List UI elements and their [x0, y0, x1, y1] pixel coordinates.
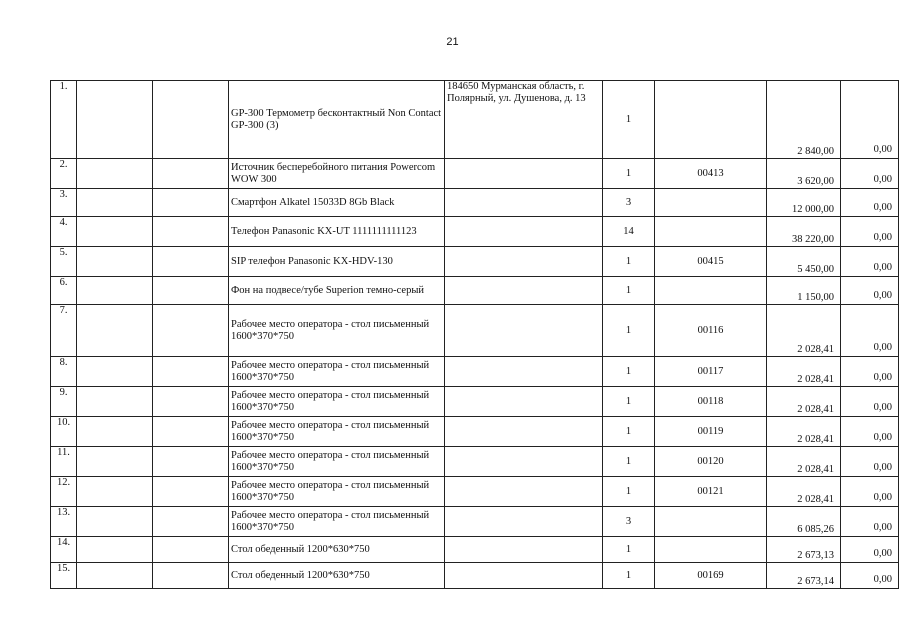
empty-cell	[153, 81, 229, 159]
item-quantity: 1	[603, 305, 655, 357]
empty-cell	[153, 417, 229, 447]
empty-cell	[153, 305, 229, 357]
item-address	[445, 537, 603, 563]
item-name: Стол обеденный 1200*630*750	[229, 537, 445, 563]
item-quantity: 1	[603, 477, 655, 507]
table-row	[51, 277, 899, 305]
item-address	[445, 277, 603, 305]
residual-value: 0,00	[841, 277, 899, 305]
table-row	[51, 447, 899, 477]
item-address	[445, 247, 603, 277]
row-number: 14.	[51, 537, 77, 563]
table-row	[51, 159, 899, 189]
item-name: Рабочее место оператора - стол письменный 1600*370*750	[229, 357, 445, 387]
table-row	[51, 477, 899, 507]
item-address	[445, 417, 603, 447]
item-quantity: 1	[603, 447, 655, 477]
inventory-code: 00116	[655, 305, 767, 357]
row-number: 12.	[51, 477, 77, 507]
residual-value: 0,00	[841, 447, 899, 477]
inventory-code	[655, 217, 767, 247]
residual-value: 0,00	[841, 477, 899, 507]
residual-value: 0,00	[841, 217, 899, 247]
item-quantity: 1	[603, 417, 655, 447]
row-number: 9.	[51, 387, 77, 417]
item-name: Телефон Panasonic KX-UT 1111111111123	[229, 217, 445, 247]
item-sum: 2 028,41	[767, 417, 841, 447]
item-quantity: 3	[603, 507, 655, 537]
item-sum: 2 028,41	[767, 387, 841, 417]
empty-cell	[153, 387, 229, 417]
item-name: Рабочее место оператора - стол письменный 1600*370*750	[229, 387, 445, 417]
item-sum: 2 673,14	[767, 563, 841, 589]
empty-cell	[77, 387, 153, 417]
table-row	[51, 305, 899, 357]
item-sum: 5 450,00	[767, 247, 841, 277]
item-name: Источник бесперебойного питания Powercom WOW 300	[229, 159, 445, 189]
row-number: 13.	[51, 507, 77, 537]
residual-value: 0,00	[841, 417, 899, 447]
item-sum: 2 028,41	[767, 305, 841, 357]
item-name: Фон на подвесе/тубе Superion темно-серый	[229, 277, 445, 305]
empty-cell	[77, 217, 153, 247]
residual-value: 0,00	[841, 537, 899, 563]
inventory-code: 00118	[655, 387, 767, 417]
row-number: 1.	[51, 81, 77, 159]
row-number: 6.	[51, 277, 77, 305]
item-address	[445, 447, 603, 477]
empty-cell	[77, 417, 153, 447]
item-quantity: 3	[603, 189, 655, 217]
empty-cell	[77, 305, 153, 357]
residual-value: 0,00	[841, 305, 899, 357]
table-row	[51, 537, 899, 563]
inventory-table	[50, 80, 899, 589]
item-quantity: 1	[603, 247, 655, 277]
item-address	[445, 357, 603, 387]
empty-cell	[77, 159, 153, 189]
item-name: Рабочее место оператора - стол письменный 1600*370*750	[229, 417, 445, 447]
row-number: 4.	[51, 217, 77, 247]
item-quantity: 1	[603, 277, 655, 305]
row-number: 15.	[51, 563, 77, 589]
item-sum: 1 150,00	[767, 277, 841, 305]
inventory-code: 00117	[655, 357, 767, 387]
empty-cell	[153, 507, 229, 537]
table-row	[51, 81, 899, 159]
item-quantity: 1	[603, 159, 655, 189]
residual-value: 0,00	[841, 81, 899, 159]
empty-cell	[153, 447, 229, 477]
inventory-code: 00120	[655, 447, 767, 477]
table-row	[51, 189, 899, 217]
empty-cell	[153, 247, 229, 277]
inventory-code	[655, 81, 767, 159]
item-name: SIP телефон Panasonic KX-HDV-130	[229, 247, 445, 277]
empty-cell	[77, 277, 153, 305]
item-name: Рабочее место оператора - стол письменный 1600*370*750	[229, 477, 445, 507]
item-quantity: 14	[603, 217, 655, 247]
empty-cell	[153, 357, 229, 387]
item-address	[445, 563, 603, 589]
inventory-code	[655, 277, 767, 305]
table-row	[51, 357, 899, 387]
residual-value: 0,00	[841, 247, 899, 277]
table-row	[51, 217, 899, 247]
inventory-code: 00121	[655, 477, 767, 507]
row-number: 10.	[51, 417, 77, 447]
item-name: Рабочее место оператора - стол письменный 1600*370*750	[229, 507, 445, 537]
item-sum: 2 028,41	[767, 477, 841, 507]
item-sum: 2 028,41	[767, 447, 841, 477]
table-row	[51, 417, 899, 447]
item-address	[445, 305, 603, 357]
item-address	[445, 217, 603, 247]
row-number: 11.	[51, 447, 77, 477]
item-sum: 2 840,00	[767, 81, 841, 159]
empty-cell	[153, 277, 229, 305]
inventory-code	[655, 507, 767, 537]
empty-cell	[77, 189, 153, 217]
empty-cell	[77, 357, 153, 387]
row-number: 7.	[51, 305, 77, 357]
empty-cell	[153, 159, 229, 189]
item-address	[445, 477, 603, 507]
item-name: Рабочее место оператора - стол письменный 1600*370*750	[229, 305, 445, 357]
item-quantity: 1	[603, 357, 655, 387]
inventory-code: 00415	[655, 247, 767, 277]
inventory-code: 00413	[655, 159, 767, 189]
residual-value: 0,00	[841, 387, 899, 417]
table-row	[51, 563, 899, 589]
page-number: 21	[446, 36, 459, 48]
item-name: Рабочее место оператора - стол письменный 1600*370*750	[229, 447, 445, 477]
item-sum: 12 000,00	[767, 189, 841, 217]
item-address	[445, 159, 603, 189]
item-quantity: 1	[603, 81, 655, 159]
inventory-code	[655, 537, 767, 563]
empty-cell	[153, 189, 229, 217]
item-address	[445, 189, 603, 217]
inventory-code	[655, 189, 767, 217]
empty-cell	[77, 81, 153, 159]
item-name: Стол обеденный 1200*630*750	[229, 563, 445, 589]
item-sum: 38 220,00	[767, 217, 841, 247]
residual-value: 0,00	[841, 159, 899, 189]
item-quantity: 1	[603, 537, 655, 563]
row-number: 2.	[51, 159, 77, 189]
empty-cell	[153, 217, 229, 247]
item-sum: 3 620,00	[767, 159, 841, 189]
table-row	[51, 247, 899, 277]
empty-cell	[153, 563, 229, 589]
inventory-code: 00119	[655, 417, 767, 447]
empty-cell	[77, 477, 153, 507]
item-name: GP-300 Термометр бесконтактный Non Contact GP-300 (3)	[229, 81, 445, 159]
row-number: 5.	[51, 247, 77, 277]
empty-cell	[153, 477, 229, 507]
item-address	[445, 387, 603, 417]
item-sum: 2 028,41	[767, 357, 841, 387]
empty-cell	[153, 537, 229, 563]
empty-cell	[77, 563, 153, 589]
residual-value: 0,00	[841, 357, 899, 387]
item-address: 184650 Мурманская область, г. Полярный, ул. Душенова, д. 13	[445, 81, 603, 159]
item-quantity: 1	[603, 387, 655, 417]
inventory-code: 00169	[655, 563, 767, 589]
item-sum: 2 673,13	[767, 537, 841, 563]
table-row	[51, 507, 899, 537]
empty-cell	[77, 507, 153, 537]
item-quantity: 1	[603, 563, 655, 589]
residual-value: 0,00	[841, 507, 899, 537]
residual-value: 0,00	[841, 189, 899, 217]
row-number: 3.	[51, 189, 77, 217]
empty-cell	[77, 537, 153, 563]
row-number: 8.	[51, 357, 77, 387]
item-sum: 6 085,26	[767, 507, 841, 537]
residual-value: 0,00	[841, 563, 899, 589]
item-name: Смартфон Alkatel 15033D 8Gb Black	[229, 189, 445, 217]
empty-cell	[77, 247, 153, 277]
table-row	[51, 387, 899, 417]
item-address	[445, 507, 603, 537]
empty-cell	[77, 447, 153, 477]
